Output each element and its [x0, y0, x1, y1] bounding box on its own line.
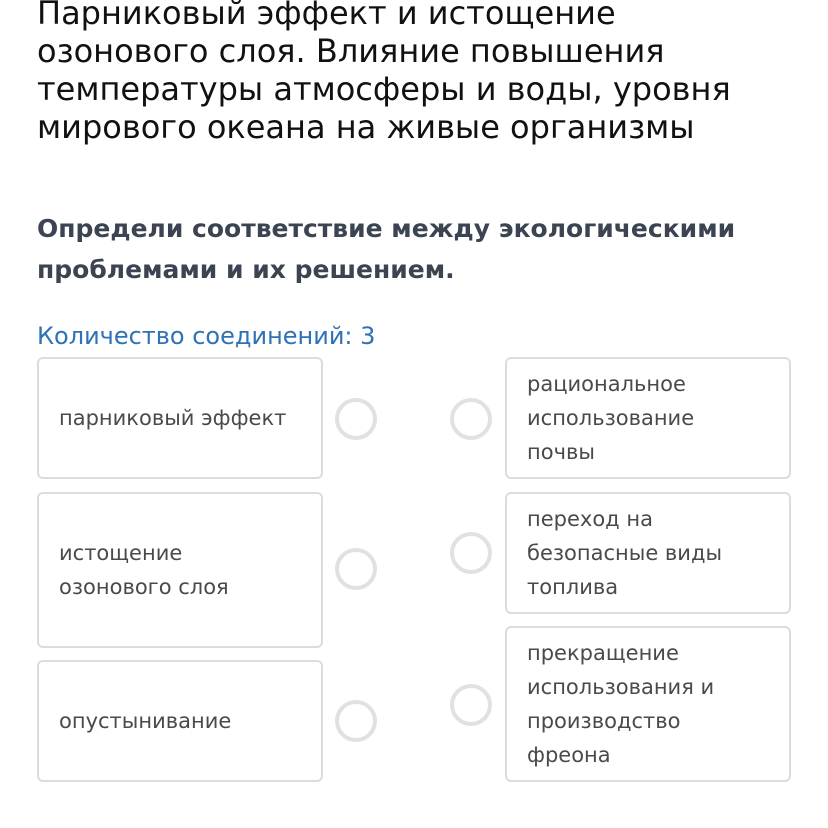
connections-count: Количество соединений: 3	[37, 322, 376, 350]
solution-card-label: переход на безопасные виды топлива	[527, 507, 723, 599]
question-text	[37, 208, 807, 290]
solution-card-label: прекращение использования и производство фреона	[527, 641, 715, 767]
problem-connector-desertification[interactable]	[335, 700, 377, 742]
solution-connector-fuel[interactable]	[450, 532, 492, 574]
solution-card-fuel[interactable]	[505, 492, 791, 614]
problem-connector-greenhouse[interactable]	[335, 398, 377, 440]
title-line: температуры атмосферы и воды, уровня	[37, 70, 731, 108]
solution-connector-freon[interactable]	[450, 684, 492, 726]
problem-connector-ozone[interactable]	[335, 548, 377, 590]
title-line: озонового слоя. Влияние повышения	[37, 32, 665, 70]
problem-card-desertification[interactable]	[37, 660, 323, 782]
title-line: Парниковый эффект и истощение	[37, 0, 616, 32]
solution-connector-soil[interactable]	[450, 398, 492, 440]
solution-card-soil[interactable]	[505, 357, 791, 479]
question-line: проблемами и их решением.	[37, 255, 455, 284]
problem-card-greenhouse[interactable]	[37, 357, 323, 479]
title-line: мирового океана на живые организмы	[37, 108, 695, 146]
problem-card-ozone[interactable]	[37, 492, 323, 648]
solution-card-label: рациональное использование почвы	[527, 372, 695, 464]
question-line: Определи соответствие между экологическими	[37, 214, 736, 243]
problem-card-label: истощение озонового слоя	[59, 541, 229, 599]
problem-card-label: опустынивание	[59, 709, 232, 733]
lesson-title	[37, 0, 807, 146]
problem-card-label: парниковый эффект	[59, 406, 287, 430]
solution-card-freon[interactable]	[505, 626, 791, 782]
